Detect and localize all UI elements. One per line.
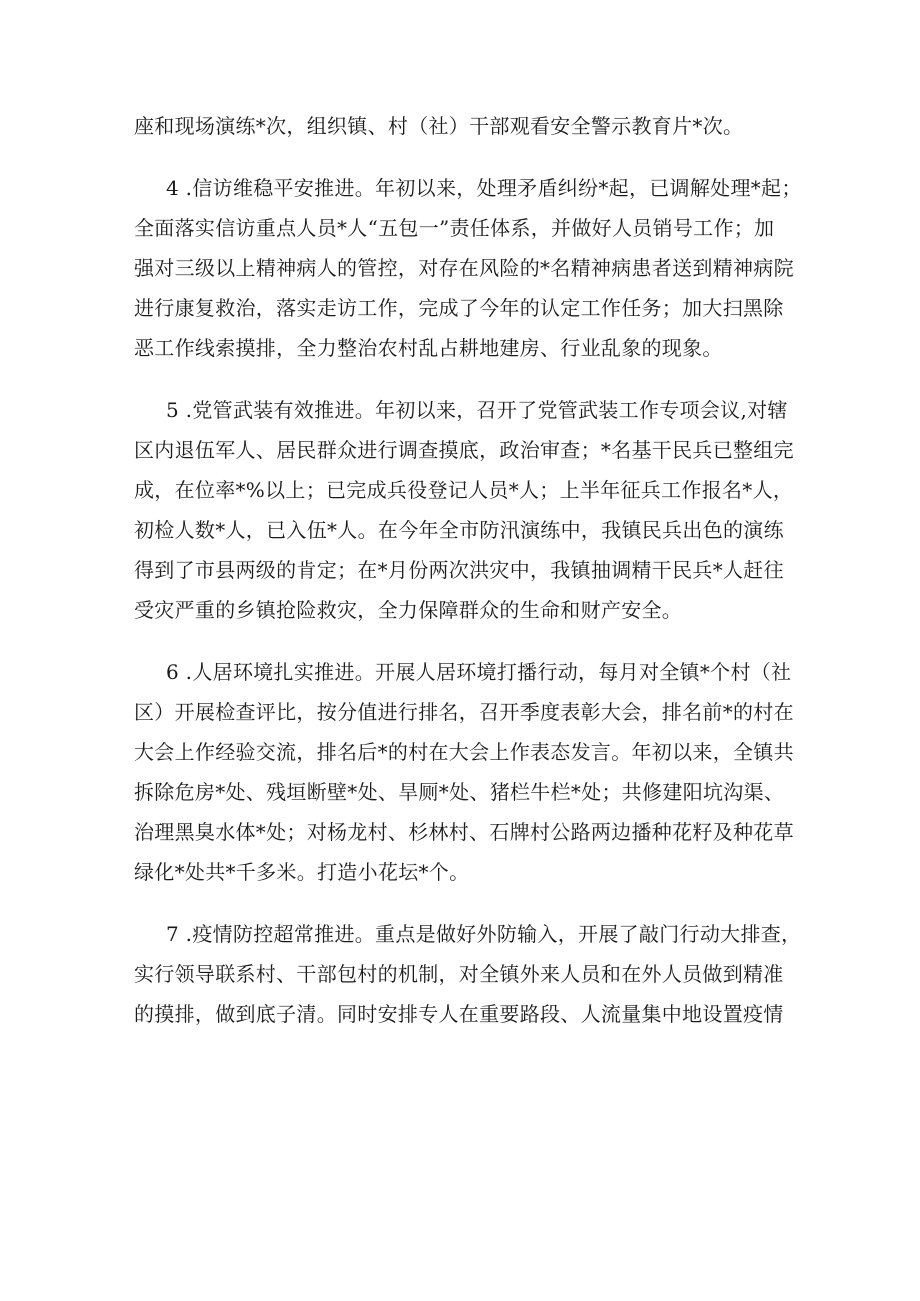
paragraph-item-5 — [134, 396, 794, 636]
text-line: 得到了市县两级的肯定；在*月份两次洪灾中，我镇抽调精干民兵*人赶往 — [134, 558, 784, 582]
text-line: 全面落实信访重点人员*人“五包一”责任体系，并做好人员销号工作；加 — [134, 216, 775, 240]
text-line: 治理黑臭水体*处；对杨龙村、杉林村、石牌村公路两边播种花籽及种花草 — [134, 820, 794, 844]
paragraph-item-4 — [134, 174, 802, 374]
text-line: 座和现场演练*次，组织镇、村（社）干部观看安全警示教育片*次。 — [134, 114, 744, 138]
text-line: 成，在位率*%以上；已完成兵役登记人员*人；上半年征兵工作报名*人， — [134, 478, 794, 502]
text-line: 实行领导联系村、干部包村的机制，对全镇外来人员和在外人员做到精准 — [134, 962, 784, 986]
paragraph-continuation — [134, 112, 794, 152]
text-line: 受灾严重的乡镇抢险救灾，全力保障群众的生命和财产安全。 — [134, 598, 683, 622]
text-line: 区）开展检查评比，按分值进行排名，召开季度表彰大会，排名前*的村在 — [134, 700, 794, 724]
text-line: 的摸排，做到底子清。同时安排专人在重要路段、人流量集中地设置疫情 — [134, 1002, 784, 1026]
paragraph-gap — [134, 898, 794, 920]
text-line: 6 .人居环境扎实推进。开展人居环境打播行动，每月对全镇*个村（社 — [166, 660, 792, 684]
text-line: 绿化*处共*千多米。打造小花坛*个。 — [134, 860, 470, 884]
text-line: 区内退伍军人、居民群众进行调查摸底，政治审查；*名基干民兵已整组完 — [134, 438, 794, 462]
paragraph-gap — [134, 374, 794, 396]
text-line: 强对三级以上精神病人的管控，对存在风险的*名精神病患者送到精神病院 — [134, 256, 794, 280]
text-line: 5 .党管武装有效推进。年初以来，召开了党管武装工作专项会议,对辖 — [166, 398, 788, 422]
text-line: 初检人数*人，已入伍*人。在今年全市防汛演练中，我镇民兵出色的演练 — [134, 518, 784, 542]
text-line: 大会上作经验交流，排名后*的村在大会上作表态发言。年初以来，全镇共 — [134, 740, 794, 764]
text-line: 进行康复救治，落实走访工作，完成了今年的认定工作任务；加大扫黑除 — [134, 296, 784, 320]
text-line: 7 .疫情防控超常推进。重点是做好外防输入，开展了敲门行动大排查， — [166, 922, 802, 946]
text-line: 4 .信访维稳平安推进。年初以来，处理矛盾纠纷*起，已调解处理*起； — [166, 176, 802, 200]
text-line: 拆除危房*处、残垣断壁*处、旱厕*处、猪栏牛栏*处；共修建阳坑沟渠、 — [134, 780, 785, 804]
paragraph-item-7 — [134, 920, 802, 1040]
paragraph-item-6 — [134, 658, 794, 898]
text-line: 恶工作线索摸排，全力整治农村乱占耕地建房、行业乱象的现象。 — [134, 336, 723, 360]
document-page — [134, 112, 802, 1040]
paragraph-gap — [134, 636, 794, 658]
paragraph-gap — [134, 152, 794, 174]
